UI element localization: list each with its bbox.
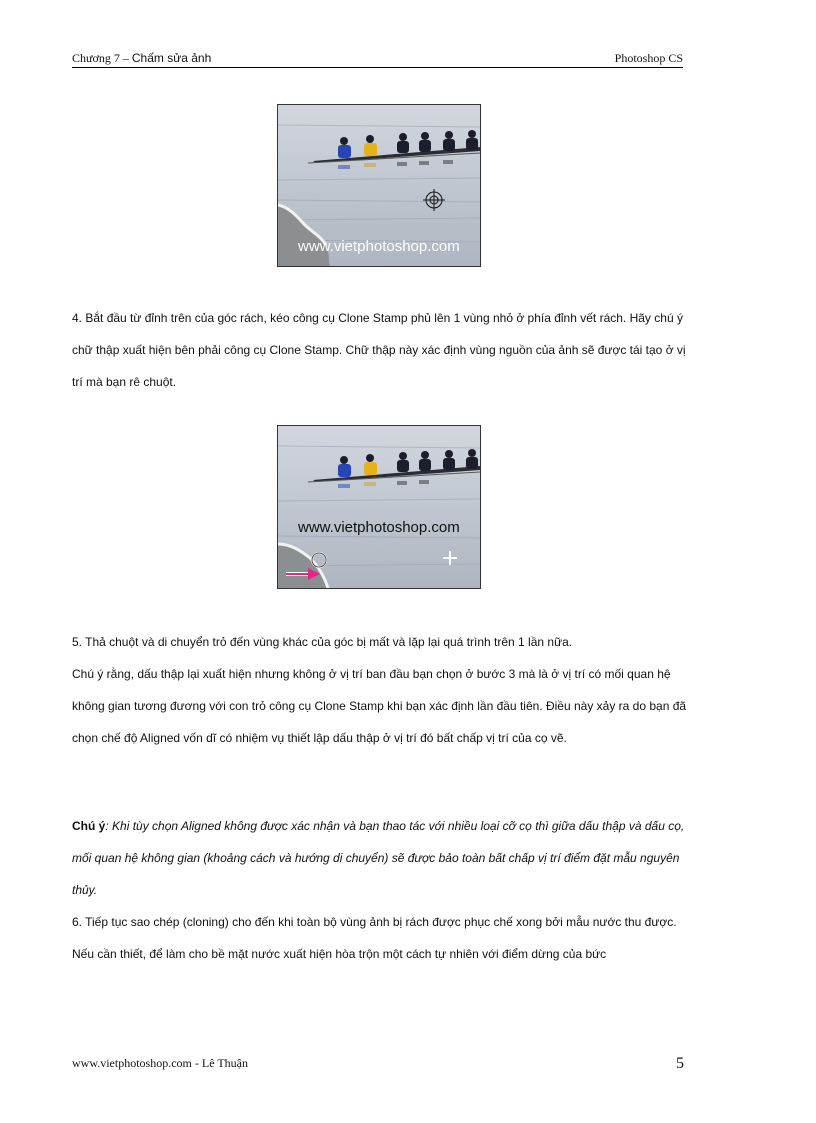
note-text: : Khi tùy chọn Aligned không được xác nhận và bạn thao tác với nhiều loại cỡ cọ thì giữa dấu thập và dấu cọ, mối quan hệ không gian (khoảng cách và hướng di chuyển) sẽ được bảo toàn bất chấp vị trí điểm đặt mẫu nguyên thủy.	[72, 819, 685, 897]
step-6-paragraph	[72, 906, 692, 970]
photo-rowers-2	[278, 426, 480, 588]
note-label: Chú ý	[72, 819, 106, 833]
page-header	[72, 51, 683, 68]
figure-rowers-1	[277, 104, 481, 267]
step-5-paragraph	[72, 626, 692, 754]
chapter-title: Chấm sửa ảnh	[131, 51, 212, 65]
step-4-paragraph: 4. Bắt đầu từ đỉnh trên của góc rách, kéo công cụ Clone Stamp phủ lên 1 vùng nhỏ ở phía đỉnh vết rách. Hãy chú ý chữ thập xuất hiện bên phải công cụ Clone Stamp. Chữ thập này xác định vùng nguồn của ảnh sẽ được tái tạo ở vị trí mà bạn rê chuột.	[72, 311, 686, 389]
chapter-label	[72, 51, 211, 65]
chapter-prefix: Chương 7 –	[72, 51, 132, 65]
book-title: Photoshop CS	[614, 51, 683, 65]
photo-rowers-1	[278, 105, 480, 266]
watermark-1: www.vietphotoshop.com	[298, 238, 460, 255]
watermark-2: www.vietphotoshop.com	[298, 519, 460, 536]
step-5-lead: 5. Thả chuột và di chuyển trỏ đến vùng khác của góc bị mất và lặp lại quá trình trên 1 lần nữa.	[72, 635, 573, 649]
step-6-detail: Nếu cần thiết, để làm cho bề mặt nước xuất hiện hòa trộn một cách tự nhiên với điểm dừng của bức	[72, 947, 607, 961]
note-paragraph	[72, 810, 692, 906]
page-number: 5	[676, 1055, 684, 1072]
step-6-lead: 6. Tiếp tục sao chép (cloning) cho đến khi toàn bộ vùng ảnh bị rách được phục chế xong bởi mẫu nước thu được.	[72, 915, 677, 929]
footer-credit: www.vietphotoshop.com - Lê Thuận	[72, 1056, 248, 1070]
step-5-detail: Chú ý rằng, dấu thập lại xuất hiện nhưng không ở vị trí ban đầu bạn chọn ở bước 3 mà là ở vị trí có mối quan hệ không gian tương đương với con trỏ công cụ Clone Stamp khi bạn xác định lần đầu tiên. Điều này xảy ra do bạn đã chọn chế độ Aligned vốn dĩ có nhiệm vụ thiết lập dấu thập ở vị trí đó bất chấp vị trí của cọ vẽ.	[72, 667, 687, 745]
figure-rowers-2	[277, 425, 481, 589]
